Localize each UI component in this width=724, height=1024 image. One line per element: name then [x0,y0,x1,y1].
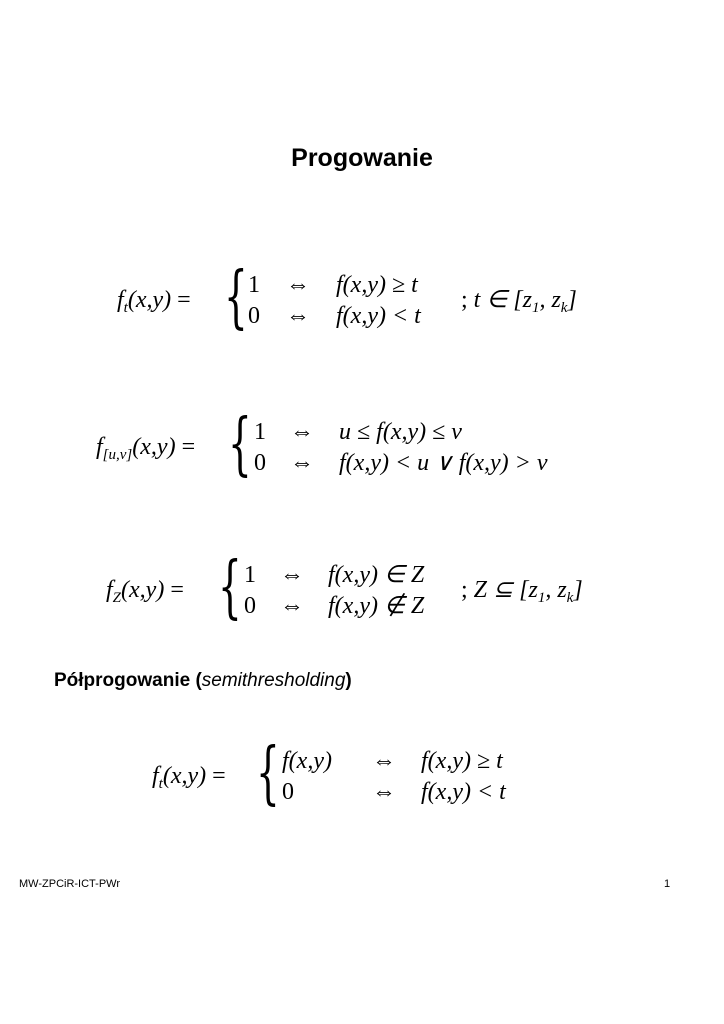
equation-lhs: $f_Z(x,y)$ = [106,577,184,606]
iff-symbol: ⇔ [286,272,310,298]
iff-symbol: ⇔ [372,779,396,805]
case-condition: u ≤ f(x,y) ≤ v [339,419,462,445]
left-brace: { [224,258,248,337]
case-condition: f(x,y) ∉ Z [328,593,425,619]
left-brace: { [256,734,280,813]
iff-symbol: ⇔ [290,450,314,476]
case-condition: f(x,y) ≥ t [421,748,503,774]
left-brace: { [228,405,252,484]
case-value: 1 [254,419,266,445]
iff-symbol: ⇔ [290,419,314,445]
equation-lhs: $f_t(x,y)$ = [152,763,226,792]
case-condition: f(x,y) ≥ t [336,272,418,298]
case-value: 1 [244,562,256,588]
page-number: 1 [664,878,671,890]
equation-domain: ; t ∈ [$z_1$, $z_k$] [461,287,577,316]
iff-symbol: ⇔ [280,562,304,588]
case-condition: f(x,y) < t [421,779,506,805]
case-condition: f(x,y) ∈ Z [328,562,425,588]
iff-symbol: ⇔ [372,748,396,774]
page-title: Progowanie [291,144,433,172]
case-value: 0 [282,779,294,805]
case-value: f(x,y) [282,748,332,774]
case-value: 0 [248,303,260,329]
equation-lhs: $f_t(x,y)$ = [117,287,191,316]
equation-domain: ; Z ⊆ [$z_1$, $z_k$] [461,577,583,606]
equation-lhs: $f_{[u,v]}(x,y)$ = [96,434,196,463]
left-brace: { [218,548,242,627]
iff-symbol: ⇔ [280,593,304,619]
footer-source: MW-ZPCiR-ICT-PWr [19,878,121,890]
case-value: 0 [254,450,266,476]
case-condition: f(x,y) < u ∨ f(x,y) > v [339,450,548,476]
case-condition: f(x,y) < t [336,303,421,329]
case-value: 1 [248,272,260,298]
section-heading: Półprogowanie (semithresholding) [54,670,352,691]
case-value: 0 [244,593,256,619]
iff-symbol: ⇔ [286,303,310,329]
